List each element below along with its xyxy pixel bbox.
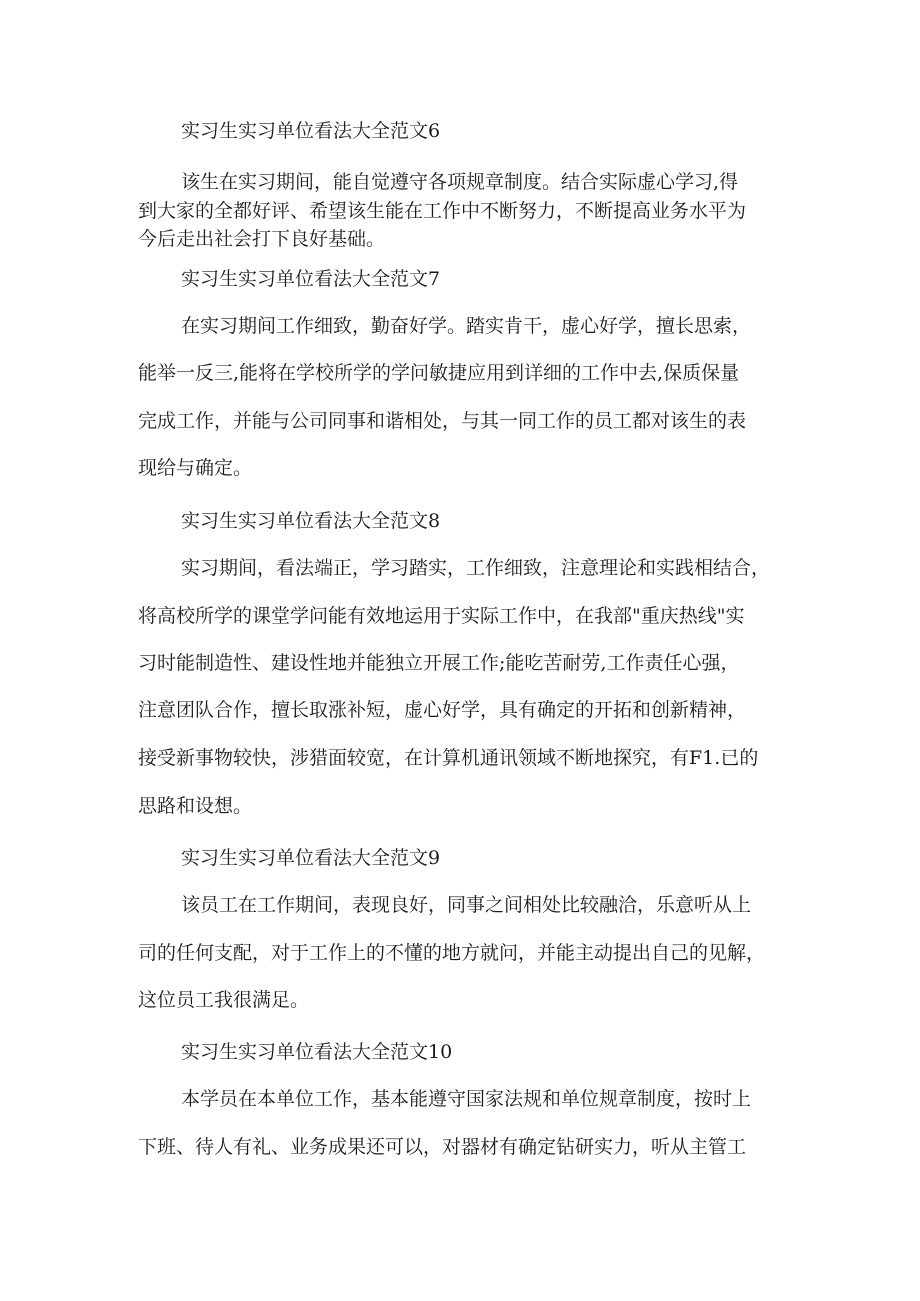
paragraph-line: 司的任何支配，对于工作上的不懂的地方就问，并能主动提出自己的见解， — [138, 942, 766, 964]
section-heading: 实习生实习单位看法大全范文6 — [181, 120, 441, 142]
section-heading: 实习生实习单位看法大全范文8 — [181, 510, 441, 532]
paragraph-line: 到大家的全都好评、希望该生能在工作中不断努力，不断提高业务水平为 — [138, 200, 747, 222]
section-heading: 实习生实习单位看法大全范文10 — [181, 1041, 453, 1063]
paragraph-line: 将高校所学的课堂学问能有效地运用于实际工作中，在我部"重庆热线"实 — [138, 605, 745, 627]
paragraph-line: 实习期间，看法端正，学习踏实，工作细致，注意理论和实践相结合， — [181, 557, 771, 579]
paragraph-line: 习时能制造性、建设性地并能独立开展工作;能吃苦耐劳,工作责任心强， — [138, 652, 740, 674]
paragraph-line: 能举一反三,能将在学校所学的学问敏捷应用到详细的工作中去,保质保量 — [138, 362, 740, 384]
section-heading: 实习生实习单位看法大全范文9 — [181, 847, 441, 869]
paragraph-line: 现给与确定。 — [138, 457, 253, 479]
paragraph-line: 这位员工我很满足。 — [138, 989, 310, 1011]
paragraph-line: 注意团队合作，擅长取涨补短，虚心好学，具有确定的开拓和创新精神， — [138, 699, 747, 721]
paragraph-line: 下班、待人有礼、业务成果还可以，对器材有确定钻研实力，听从主管工 — [138, 1136, 747, 1158]
paragraph-line: 该生在实习期间，能自觉遵守各项规章制度。结合实际虚心学习,得 — [181, 171, 739, 193]
paragraph-line: 今后走出社会打下良好基础。 — [138, 228, 386, 250]
paragraph-line: 本学员在本单位工作，基本能遵守国家法规和单位规章制度，按时上 — [181, 1088, 752, 1110]
paragraph-line: 在实习期间工作细致，勤奋好学。踏实肯干，虚心好学，擅长思索， — [181, 315, 752, 337]
paragraph-line: 接受新事物较快，涉猎面较宽，在计算机通讯领域不断地探究，有F1.已的 — [138, 747, 759, 769]
section-heading: 实习生实习单位看法大全范文7 — [181, 268, 441, 290]
paragraph-line: 思路和设想。 — [138, 795, 253, 817]
paragraph-line: 完成工作，并能与公司同事和谐相处，与其一同工作的员工都对该生的表 — [138, 410, 747, 432]
paragraph-line: 该员工在工作期间，表现良好，同事之间相处比较融洽，乐意听从上 — [181, 894, 752, 916]
